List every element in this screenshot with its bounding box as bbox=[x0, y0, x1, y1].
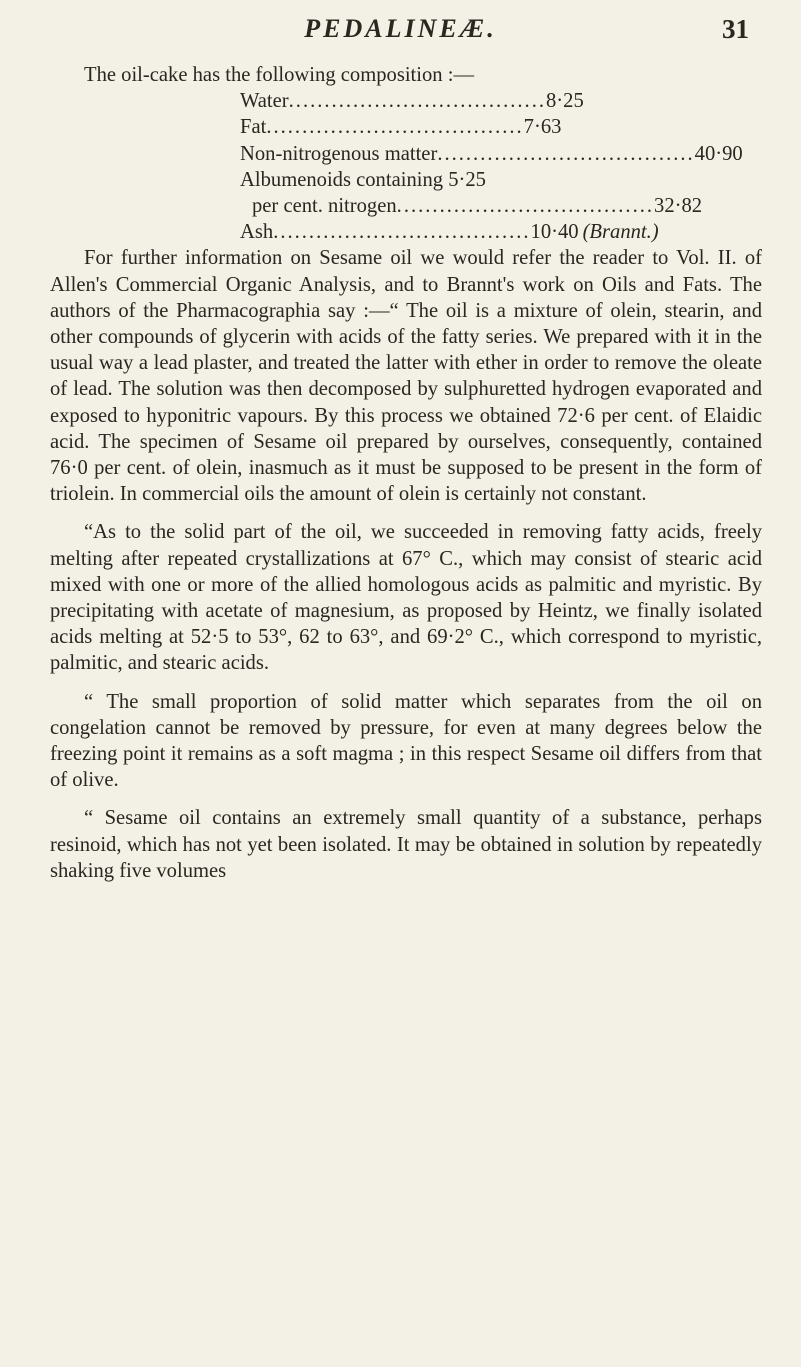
paragraph-gap bbox=[50, 507, 762, 519]
composition-row bbox=[240, 88, 584, 114]
leader-dots: .................................... bbox=[273, 221, 531, 244]
paragraph-sesame-substance: “ Sesame oil contains an extremely small quantity of a substance, perhaps resinoid, which has not yet been isolated. It may be obtained in solution by repeatedly shaking five volumes bbox=[50, 807, 762, 882]
paragraph-further-information: For further information on Sesame oil we would refer the reader to Vol. II. of Allen's Commercial Organic Analysis, and to Brannt's work on Oils and Fats. The authors of the Pharmacographia say :—“ The oil is a mixture of olein, stearin, and other compounds of glycerin with acids of the fatty series. We prepared with it in the usual way a lead plaster, and treated the latter with ether in order to remove the oleate of lead. The solution was then decomposed by sulphuretted hydrogen evaporated and exposed to hyponitric vapours. By this process we obtained 72·6 per cent. of Elaidic acid. The specimen of Sesame oil prepared by ourselves, consequently, contained 76·0 per cent. of olein, inasmuch as it must be supposed to be present in the form of triolein. In commercial oils the amount of olein is certainly not constant. bbox=[50, 247, 762, 506]
leader-dots: .................................... bbox=[437, 142, 695, 165]
leader-dots: .................................... bbox=[396, 194, 655, 217]
leader-dots: .................................... bbox=[266, 116, 524, 139]
composition-label: Albumenoids containing 5·25 bbox=[240, 168, 486, 191]
composition-value: 7·63 bbox=[523, 116, 562, 139]
composition-row bbox=[240, 193, 703, 219]
intro-line: The oil-cake has the following composition :— bbox=[84, 64, 475, 86]
composition-row bbox=[240, 167, 540, 193]
paragraph-gap bbox=[50, 677, 762, 689]
composition-row bbox=[240, 114, 562, 140]
running-head bbox=[0, 14, 801, 54]
composition-label: per cent. nitrogen bbox=[252, 194, 397, 217]
composition-label: Fat bbox=[240, 116, 267, 139]
composition-value: 8·25 bbox=[546, 90, 584, 113]
paragraph-small-proportion: “ The small proportion of solid matter which separates from the oil on congelation cannot be removed by pressure, for even at many degrees below the freezing point it remains as a soft magma ; in this respect Sesame oil differs from that of olive. bbox=[50, 690, 762, 792]
composition-row bbox=[240, 219, 659, 245]
paragraph-solid-part: “As to the solid part of the oil, we succeeded in removing fatty acids, freely melting after repeated crystallizations at 67° C., which may consist of stearic acid mixed with one or more of the allied homologous acids as palmitic and myristic. By precipitating with acetate of magnesium, as proposed by Heintz, we finally isolated acids melting at 52·5 to 53°, 62 to 63°, and 69·2° C., which correspond to myristic, palmitic, and stearic acids. bbox=[50, 521, 762, 675]
composition-label: Ash bbox=[240, 221, 274, 244]
text-block bbox=[50, 62, 762, 884]
composition-value: 32·82 bbox=[654, 194, 703, 217]
composition-label: Non-nitrogenous matter bbox=[240, 142, 438, 165]
running-title: PEDALINEÆ. bbox=[304, 14, 497, 43]
page-number: 31 bbox=[722, 14, 749, 44]
composition-label: Water bbox=[240, 90, 289, 113]
paragraph-gap bbox=[50, 793, 762, 805]
composition-attribution: (Brannt.) bbox=[582, 221, 659, 244]
composition-table bbox=[50, 88, 743, 245]
leader-dots: .................................... bbox=[288, 90, 546, 113]
composition-value: 10·40 bbox=[530, 221, 579, 244]
composition-row bbox=[240, 141, 743, 167]
composition-value: 40·90 bbox=[694, 142, 743, 165]
